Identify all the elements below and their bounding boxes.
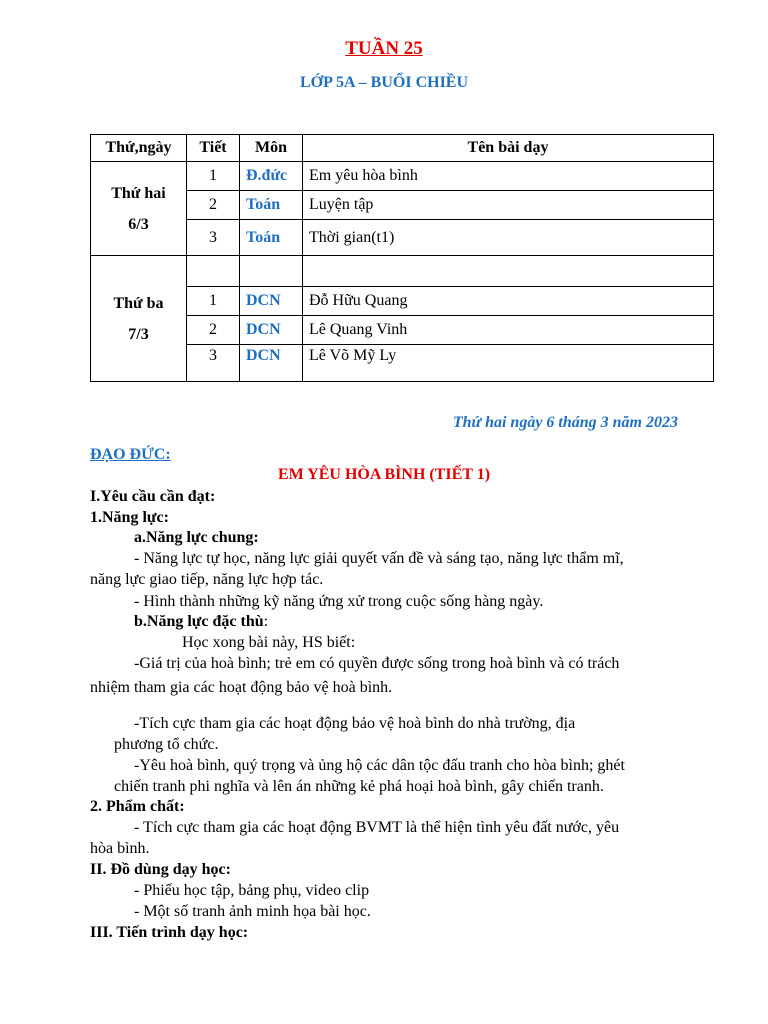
schedule-table (90, 134, 714, 382)
day-cell (91, 256, 187, 382)
table-row (91, 256, 714, 287)
subject-cell: DCN (240, 345, 303, 382)
paragraph: - Tích cực tham gia các hoạt động BVMT là thể hiện tình yêu đất nước, yêu (134, 819, 620, 836)
period-cell: 3 (187, 220, 240, 256)
week-title: TUẦN 25 (345, 38, 423, 59)
heading-qualities: 2. Phẩm chất: (90, 798, 185, 815)
header-lesson: Tên bài dạy (303, 135, 714, 162)
paragraph: chiến tranh phi nghĩa và lên án những kẻ phá hoại hoà bình, gây chiến tranh. (114, 778, 604, 795)
paragraph: -Tích cực tham gia các hoạt động bảo vệ hoà bình do nhà trường, địa (134, 715, 576, 732)
section-heading: ĐẠO ĐỨC: (90, 446, 171, 463)
day-cell (91, 162, 187, 256)
header-period: Tiết (187, 135, 240, 162)
lesson-cell (303, 256, 714, 287)
period-cell: 2 (187, 191, 240, 220)
period-cell: 2 (187, 316, 240, 345)
paragraph: - Phiếu học tập, bảng phụ, video clip (134, 882, 370, 899)
lesson-cell: Luyện tập (303, 191, 714, 220)
day-date: 6/3 (128, 215, 149, 233)
period-cell: 1 (187, 162, 240, 191)
period-cell (187, 256, 240, 287)
lesson-cell: Lê Quang Vinh (303, 316, 714, 345)
subject-cell (240, 256, 303, 287)
heading-objectives: I.Yêu cầu cần đạt: (90, 488, 216, 505)
class-session-title: LỚP 5A – BUỔI CHIỀU (299, 74, 469, 91)
day-name: Thứ hai (111, 184, 166, 202)
paragraph: -Yêu hoà bình, quý trọng và ủng hộ các dân tộc đấu tranh cho hòa bình; ghét (134, 757, 625, 774)
table-header-row (91, 135, 714, 162)
lesson-cell: Thời gian(t1) (303, 220, 714, 256)
header-subject: Môn (240, 135, 303, 162)
heading-specific-competence (134, 613, 268, 631)
heading-materials: II. Đồ dùng dạy học: (90, 861, 231, 878)
period-cell: 3 (187, 345, 240, 382)
subject-cell: Toán (240, 220, 303, 256)
paragraph: phương tổ chức. (114, 736, 219, 753)
lesson-cell: Lê Võ Mỹ Ly (303, 345, 714, 382)
heading-colon: : (263, 613, 269, 630)
paragraph: - Năng lực tự học, năng lực giải quyết vấn đề và sáng tạo, năng lực thẩm mĩ, (134, 550, 624, 567)
paragraph: - Hình thành những kỹ năng ứng xử trong cuộc sống hàng ngày. (134, 593, 544, 610)
table-row (91, 162, 714, 191)
lesson-cell: Em yêu hòa bình (303, 162, 714, 191)
paragraph: năng lực giao tiếp, năng lực hợp tác. (90, 571, 324, 588)
paragraph: Học xong bài này, HS biết: (182, 634, 356, 651)
subject-cell: DCN (240, 316, 303, 345)
paragraph: -Giá trị của hoà bình; trẻ em có quyền được sống trong hoà bình và có trách (134, 655, 620, 672)
period-cell: 1 (187, 287, 240, 316)
subject-cell: Đ.đức (240, 162, 303, 191)
header-day: Thứ,ngày (91, 135, 187, 162)
date-line: Thứ hai ngày 6 tháng 3 năm 2023 (452, 414, 678, 431)
heading-text: b.Năng lực đặc thù (134, 613, 264, 630)
heading-general-competence: a.Năng lực chung: (134, 529, 259, 546)
subject-cell: Toán (240, 191, 303, 220)
paragraph: hòa bình. (90, 840, 150, 857)
paragraph: nhiệm tham gia các hoạt động bảo vệ hoà bình. (90, 679, 393, 696)
heading-procedure: III. Tiến trình dạy học: (90, 924, 249, 941)
subject-cell: DCN (240, 287, 303, 316)
day-date: 7/3 (128, 325, 149, 343)
heading-competence: 1.Năng lực: (90, 509, 169, 526)
day-name: Thứ ba (113, 294, 164, 312)
paragraph: - Một số tranh ảnh minh họa bài học. (134, 903, 371, 920)
lesson-cell: Đỗ Hữu Quang (303, 287, 714, 316)
lesson-title: EM YÊU HÒA BÌNH (TIẾT 1) (277, 466, 491, 483)
